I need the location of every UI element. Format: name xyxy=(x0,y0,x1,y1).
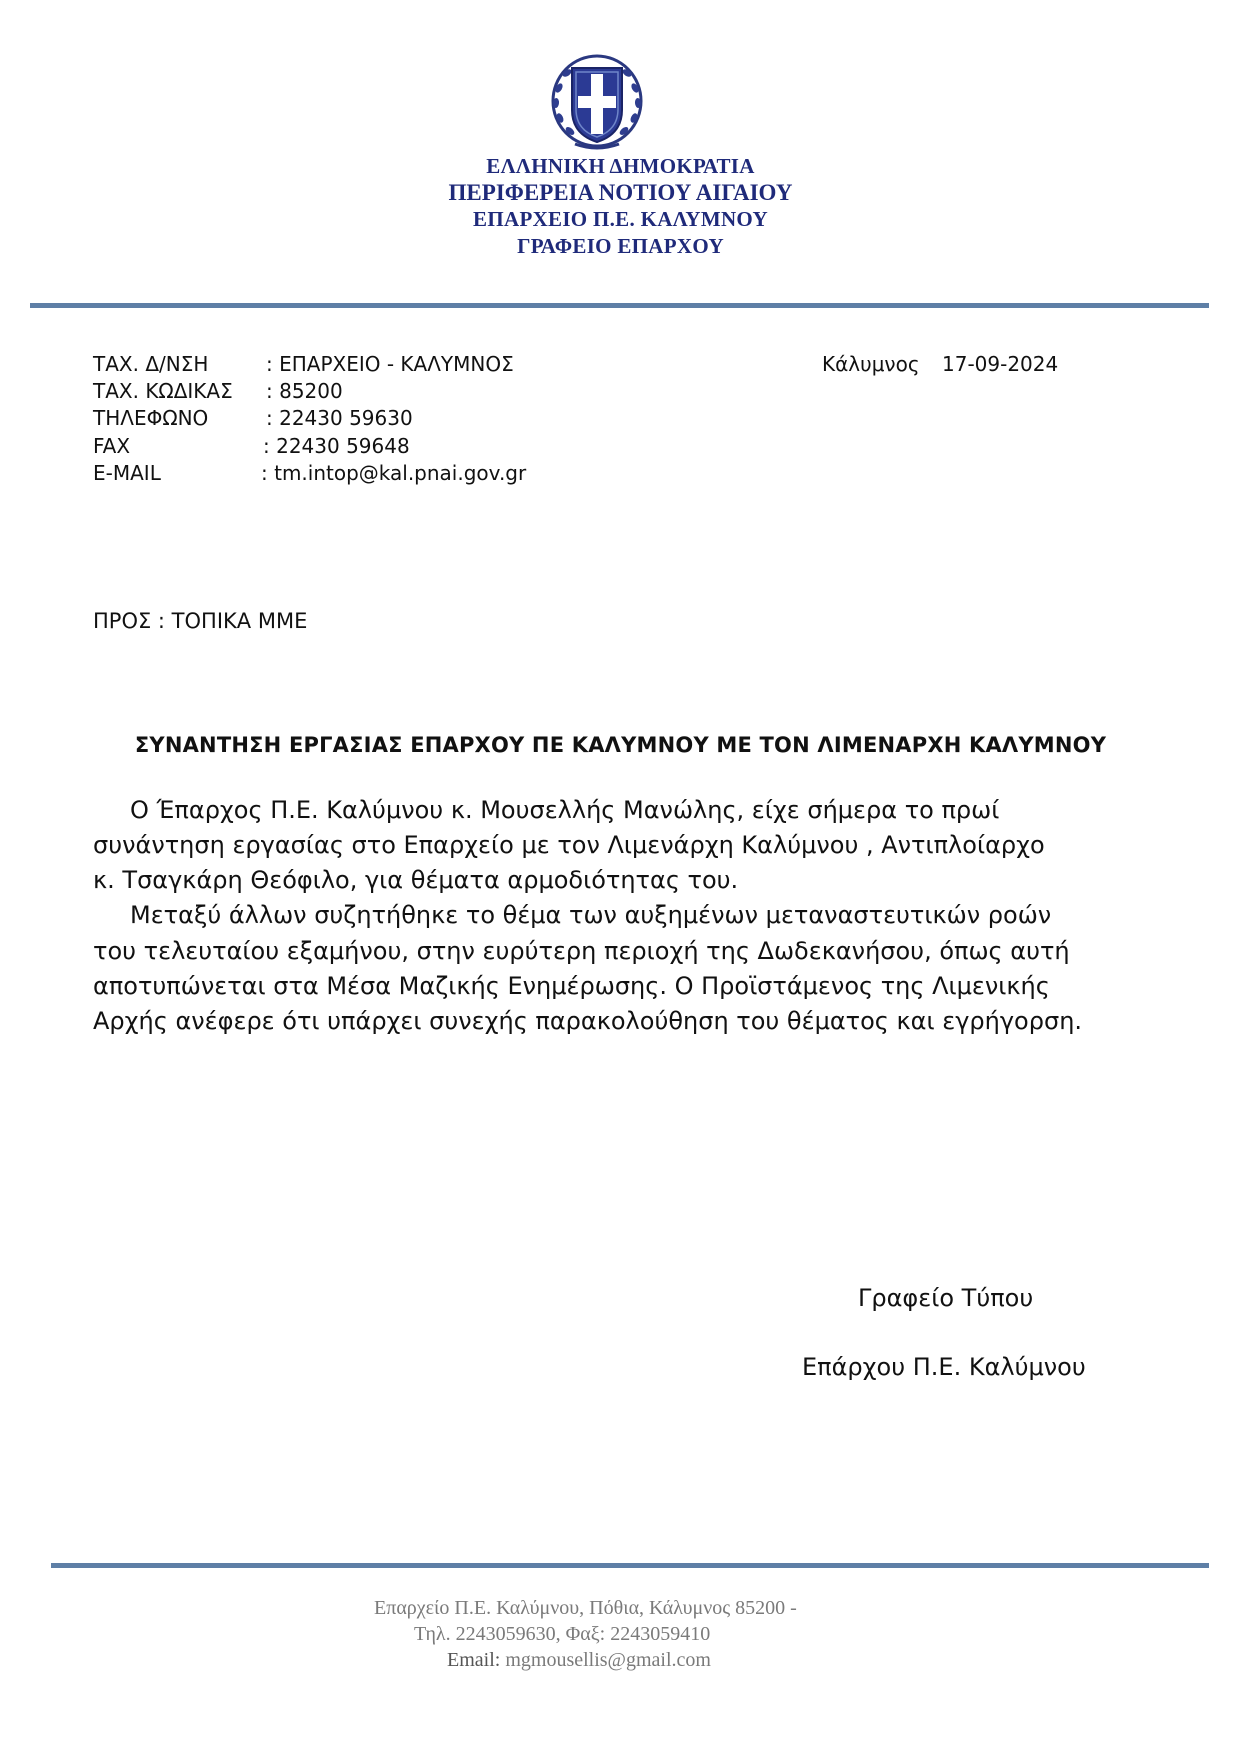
contact-label-address: ΤΑΧ. Δ/ΝΣΗ xyxy=(93,352,209,376)
body-line: αποτυπώνεται στα Μέσα Μαζικής Ενημέρωσης. Ο Προϊστάμενος της Λιμενικής xyxy=(93,972,1050,1000)
footer-email xyxy=(0,1649,1241,1672)
footer-email-value[interactable]: mgmousellis@gmail.com xyxy=(505,1649,711,1671)
footer-email-label: Email: xyxy=(447,1649,501,1671)
header-line-4: ΓΡΑΦΕΙΟ ΕΠΑΡΧΟΥ xyxy=(517,234,724,258)
contact-label-postcode: ΤΑΧ. ΚΩΔΙΚΑΣ xyxy=(93,379,233,403)
contact-label-fax: FAX xyxy=(93,434,131,458)
body-line: Αρχής ανέφερε ότι υπάρχει συνεχής παρακολούθηση του θέματος και εγρήγορση. xyxy=(93,1007,1083,1035)
contact-value-address: : ΕΠΑΡΧΕΙΟ - ΚΑΛΥΜΝΟΣ xyxy=(266,352,514,376)
body-line: συνάντηση εργασίας στο Επαρχείο με τον Λιμενάρχη Καλύμνου , Αντιπλοίαρχο xyxy=(93,831,1045,859)
recipient: ΠΡΟΣ : ΤΟΠΙΚΑ ΜΜΕ xyxy=(93,609,308,633)
contact-value-email: : tm.intop@kal.pnai.gov.gr xyxy=(261,461,527,485)
footer-address: Επαρχείο Π.Ε. Καλύμνου, Πόθια, Κάλυμνος 85200 - xyxy=(374,1597,797,1619)
body-line: Ο Έπαρχος Π.Ε. Καλύμνου κ. Μουσελλής Μανώλης, είχε σήμερα το πρωί xyxy=(130,796,1000,824)
top-divider xyxy=(30,303,1209,308)
greek-coat-of-arms-icon xyxy=(545,48,650,153)
body-line: κ. Τσαγκάρη Θεόφιλο, για θέματα αρμοδιότητας του. xyxy=(93,866,739,894)
date-value: 17-09-2024 xyxy=(942,352,1059,376)
contact-value-postcode: : 85200 xyxy=(266,379,343,403)
body-line: Μεταξύ άλλων συζητήθηκε το θέμα των αυξημένων μεταναστευτικών ροών xyxy=(130,901,1052,929)
header-line-3: ΕΠΑΡΧΕΙΟ Π.Ε. ΚΑΛΥΜΝΟΥ xyxy=(473,207,768,231)
contact-value-fax: : 22430 59648 xyxy=(263,434,410,458)
contact-value-phone: : 22430 59630 xyxy=(266,406,413,430)
signature-line-2: Επάρχου Π.Ε. Καλύμνου xyxy=(802,1353,1086,1381)
contact-label-phone: ΤΗΛΕΦΩΝΟ xyxy=(93,406,209,430)
signature-line-1: Γραφείο Τύπου xyxy=(858,1284,1034,1312)
subject-heading: ΣΥΝΑΝΤΗΣΗ ΕΡΓΑΣΙΑΣ ΕΠΑΡΧΟΥ ΠΕ ΚΑΛΥΜΝΟΥ ΜΕ ΤΟΝ ΛΙΜΕΝΑΡΧΗ ΚΑΛΥΜΝΟΥ xyxy=(134,733,1107,757)
body-line: του τελευταίου εξαμήνου, στην ευρύτερη περιοχή της Δωδεκανήσου, όπως αυτή xyxy=(93,937,1070,965)
emblem-svg xyxy=(545,48,650,153)
contact-label-email: E-MAIL xyxy=(93,461,161,485)
header-line-1: ΕΛΛΗΝΙΚΗ ΔΗΜΟΚΡΑΤΙΑ xyxy=(486,154,755,178)
footer-phone-fax: Τηλ. 2243059630, Φαξ: 2243059410 xyxy=(414,1623,711,1645)
date-place: Κάλυμνος xyxy=(822,352,920,376)
bottom-divider xyxy=(51,1563,1209,1568)
header-line-2: ΠΕΡΙΦΕΡΕΙΑ ΝΟΤΙΟΥ ΑΙΓΑΙΟΥ xyxy=(448,180,793,205)
